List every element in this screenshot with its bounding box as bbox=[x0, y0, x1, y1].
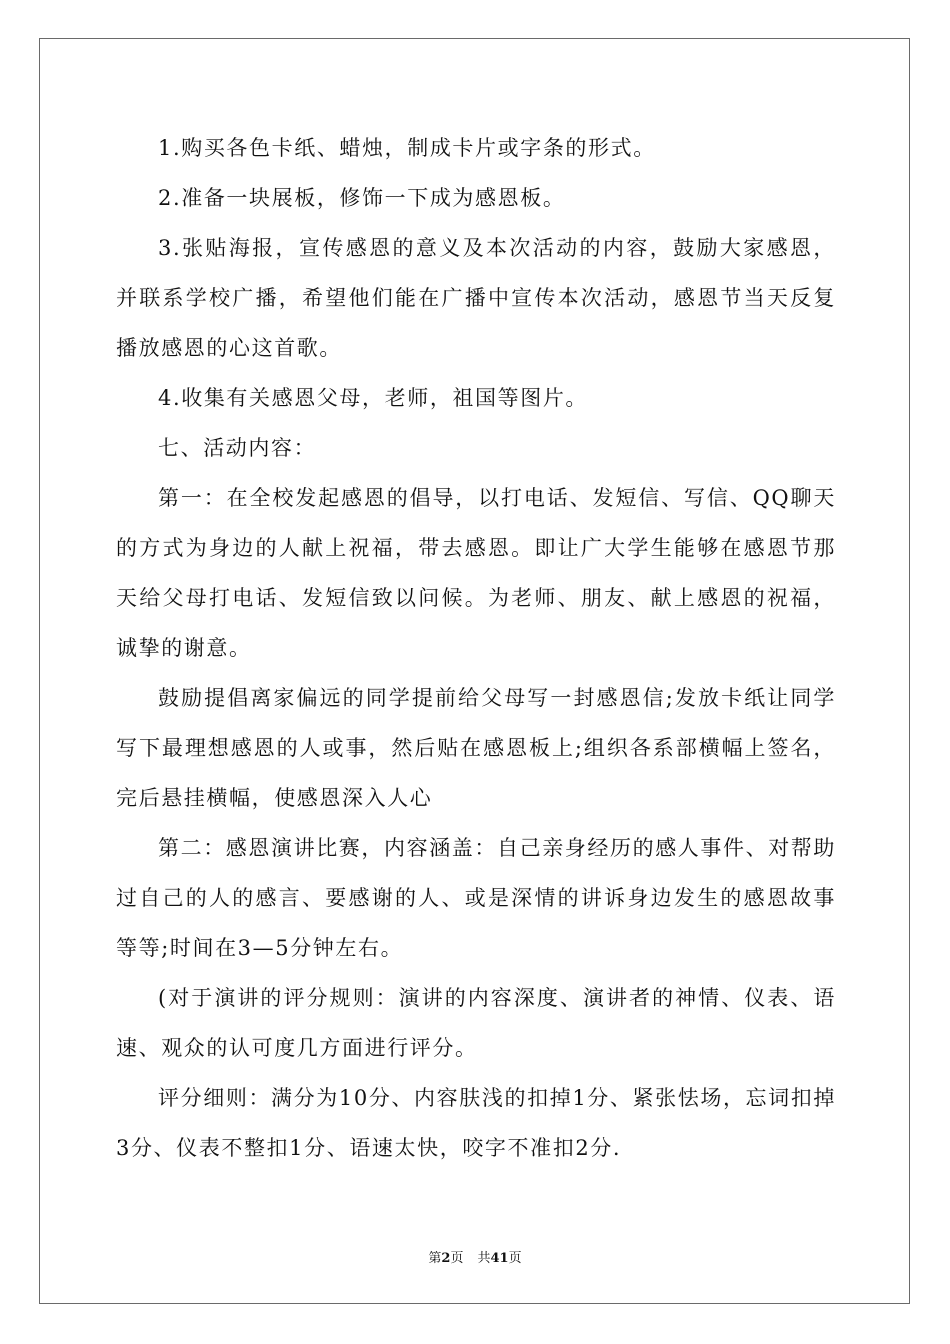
paragraph-first-activity: 第一：在全校发起感恩的倡导，以打电话、发短信、写信、QQ聊天的方式为身边的人献上祝福，带去感恩。即让广大学生能够在感恩节那天给父母打电话、发短信致以问候。为老师、朋友、献上感恩的祝福，诚挚的谢意。 bbox=[116, 486, 836, 660]
paragraph-1: 1.购买各色卡纸、蜡烛，制成卡片或字条的形式。 bbox=[158, 136, 656, 160]
paragraph-2: 2.准备一块展板，修饰一下成为感恩板。 bbox=[158, 186, 566, 210]
paragraph-second-activity: 第二：感恩演讲比赛，内容涵盖：自己亲身经历的感人事件、对帮助过自己的人的感言、要感谢的人、或是深情的讲诉身边发生的感恩故事等等;时间在3—5分钟左右。 bbox=[116, 836, 836, 960]
paragraph-4: 4.收集有关感恩父母，老师，祖国等图片。 bbox=[158, 386, 589, 410]
page-total: 41 bbox=[490, 1251, 509, 1266]
total-prefix: 共 bbox=[477, 1251, 491, 1266]
paragraph-3: 3.张贴海报，宣传感恩的意义及本次活动的内容，鼓励大家感恩，并联系学校广播，希望他们能在广播中宣传本次活动，感恩节当天反复播放感恩的心这首歌。 bbox=[116, 236, 836, 360]
page-suffix: 页 bbox=[450, 1251, 464, 1266]
page-footer bbox=[0, 1247, 950, 1266]
page-prefix: 第 bbox=[428, 1251, 442, 1266]
section-heading-activity-content: 七、活动内容： bbox=[158, 436, 317, 460]
paragraph-scoring-details: 评分细则：满分为10分、内容肤浅的扣掉1分、紧张怯场，忘词扣掉3分、仪表不整扣1分、语速太快，咬字不准扣2分. bbox=[116, 1086, 836, 1160]
page-current: 2 bbox=[441, 1251, 451, 1266]
paragraph-encourage: 鼓励提倡离家偏远的同学提前给父母写一封感恩信;发放卡纸让同学写下最理想感恩的人或事，然后贴在感恩板上;组织各系部横幅上签名，完后悬挂横幅，使感恩深入人心 bbox=[116, 686, 836, 810]
document-body bbox=[116, 123, 836, 1173]
total-suffix: 页 bbox=[508, 1251, 522, 1266]
paragraph-scoring-rules: (对于演讲的评分规则：演讲的内容深度、演讲者的神情、仪表、语速、观众的认可度几方面进行评分。 bbox=[116, 986, 836, 1060]
